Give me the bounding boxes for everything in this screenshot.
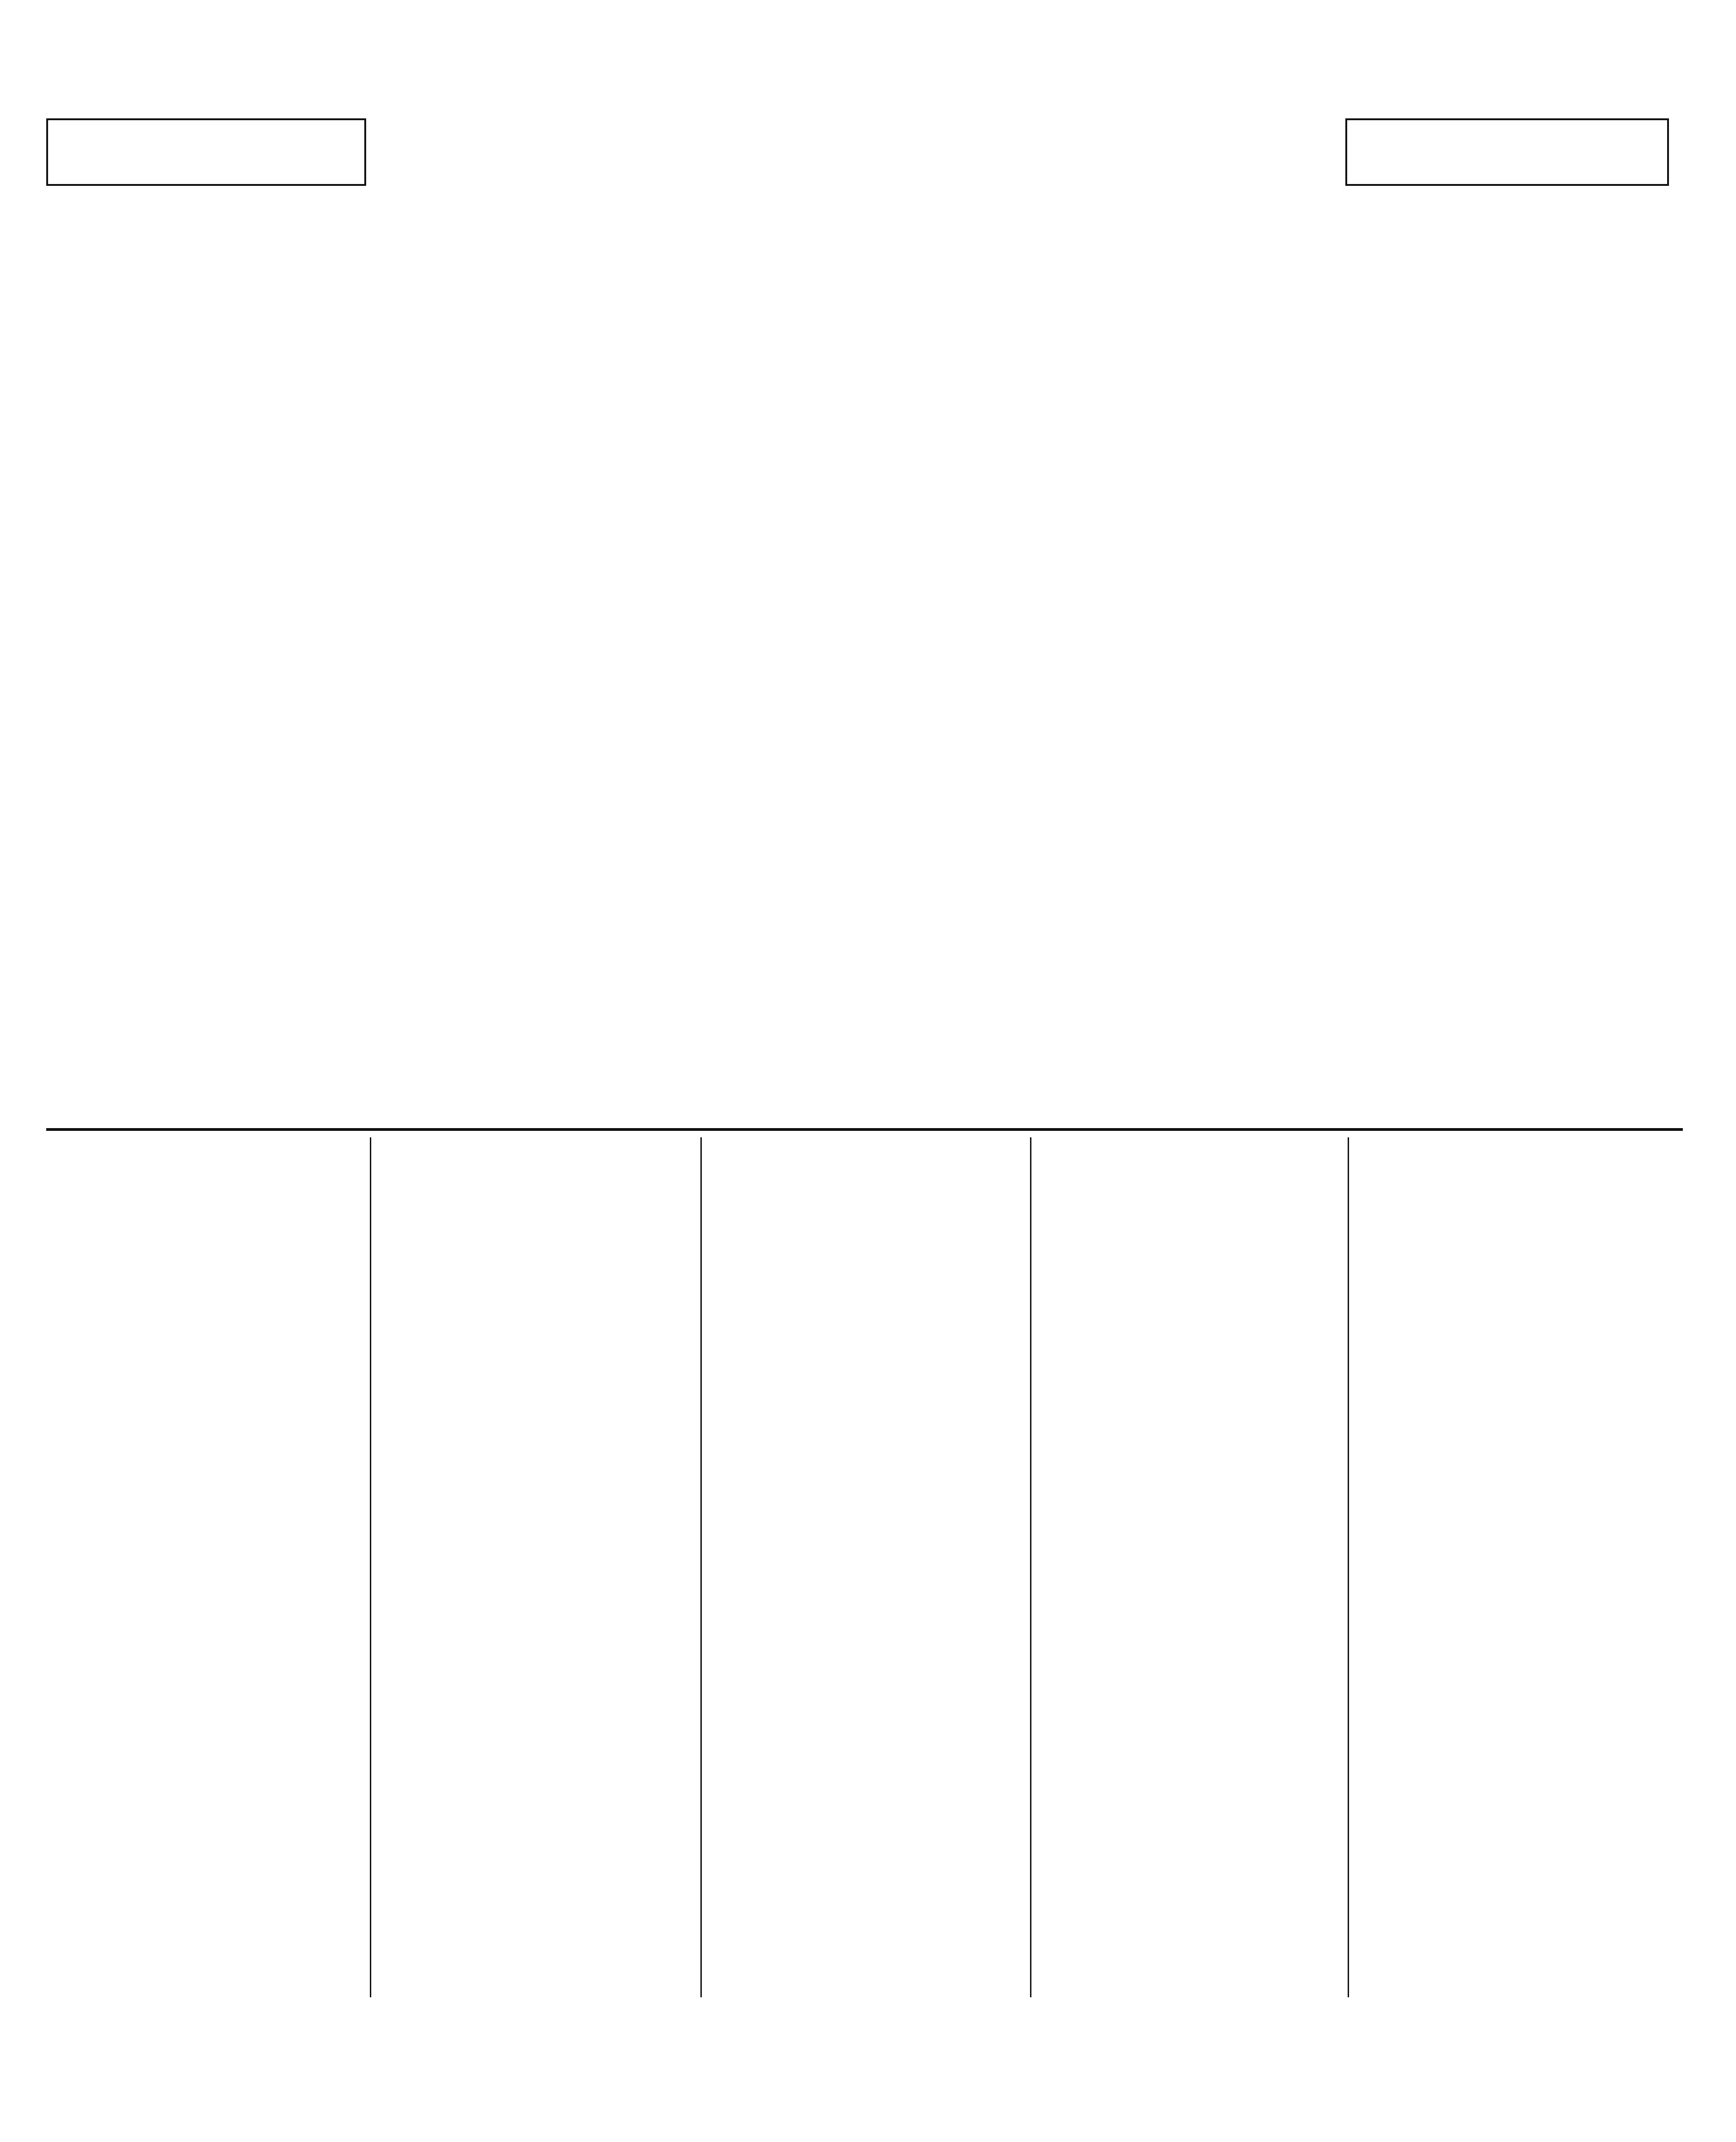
page-title — [462, 111, 1276, 176]
column-rule — [1030, 1137, 1031, 1997]
column-rule — [370, 1137, 371, 1997]
section-divider — [46, 1128, 1683, 1131]
weather-box — [1345, 118, 1669, 186]
column-rule — [1348, 1137, 1349, 1997]
column-rule — [700, 1137, 702, 1997]
news-box — [46, 118, 366, 186]
